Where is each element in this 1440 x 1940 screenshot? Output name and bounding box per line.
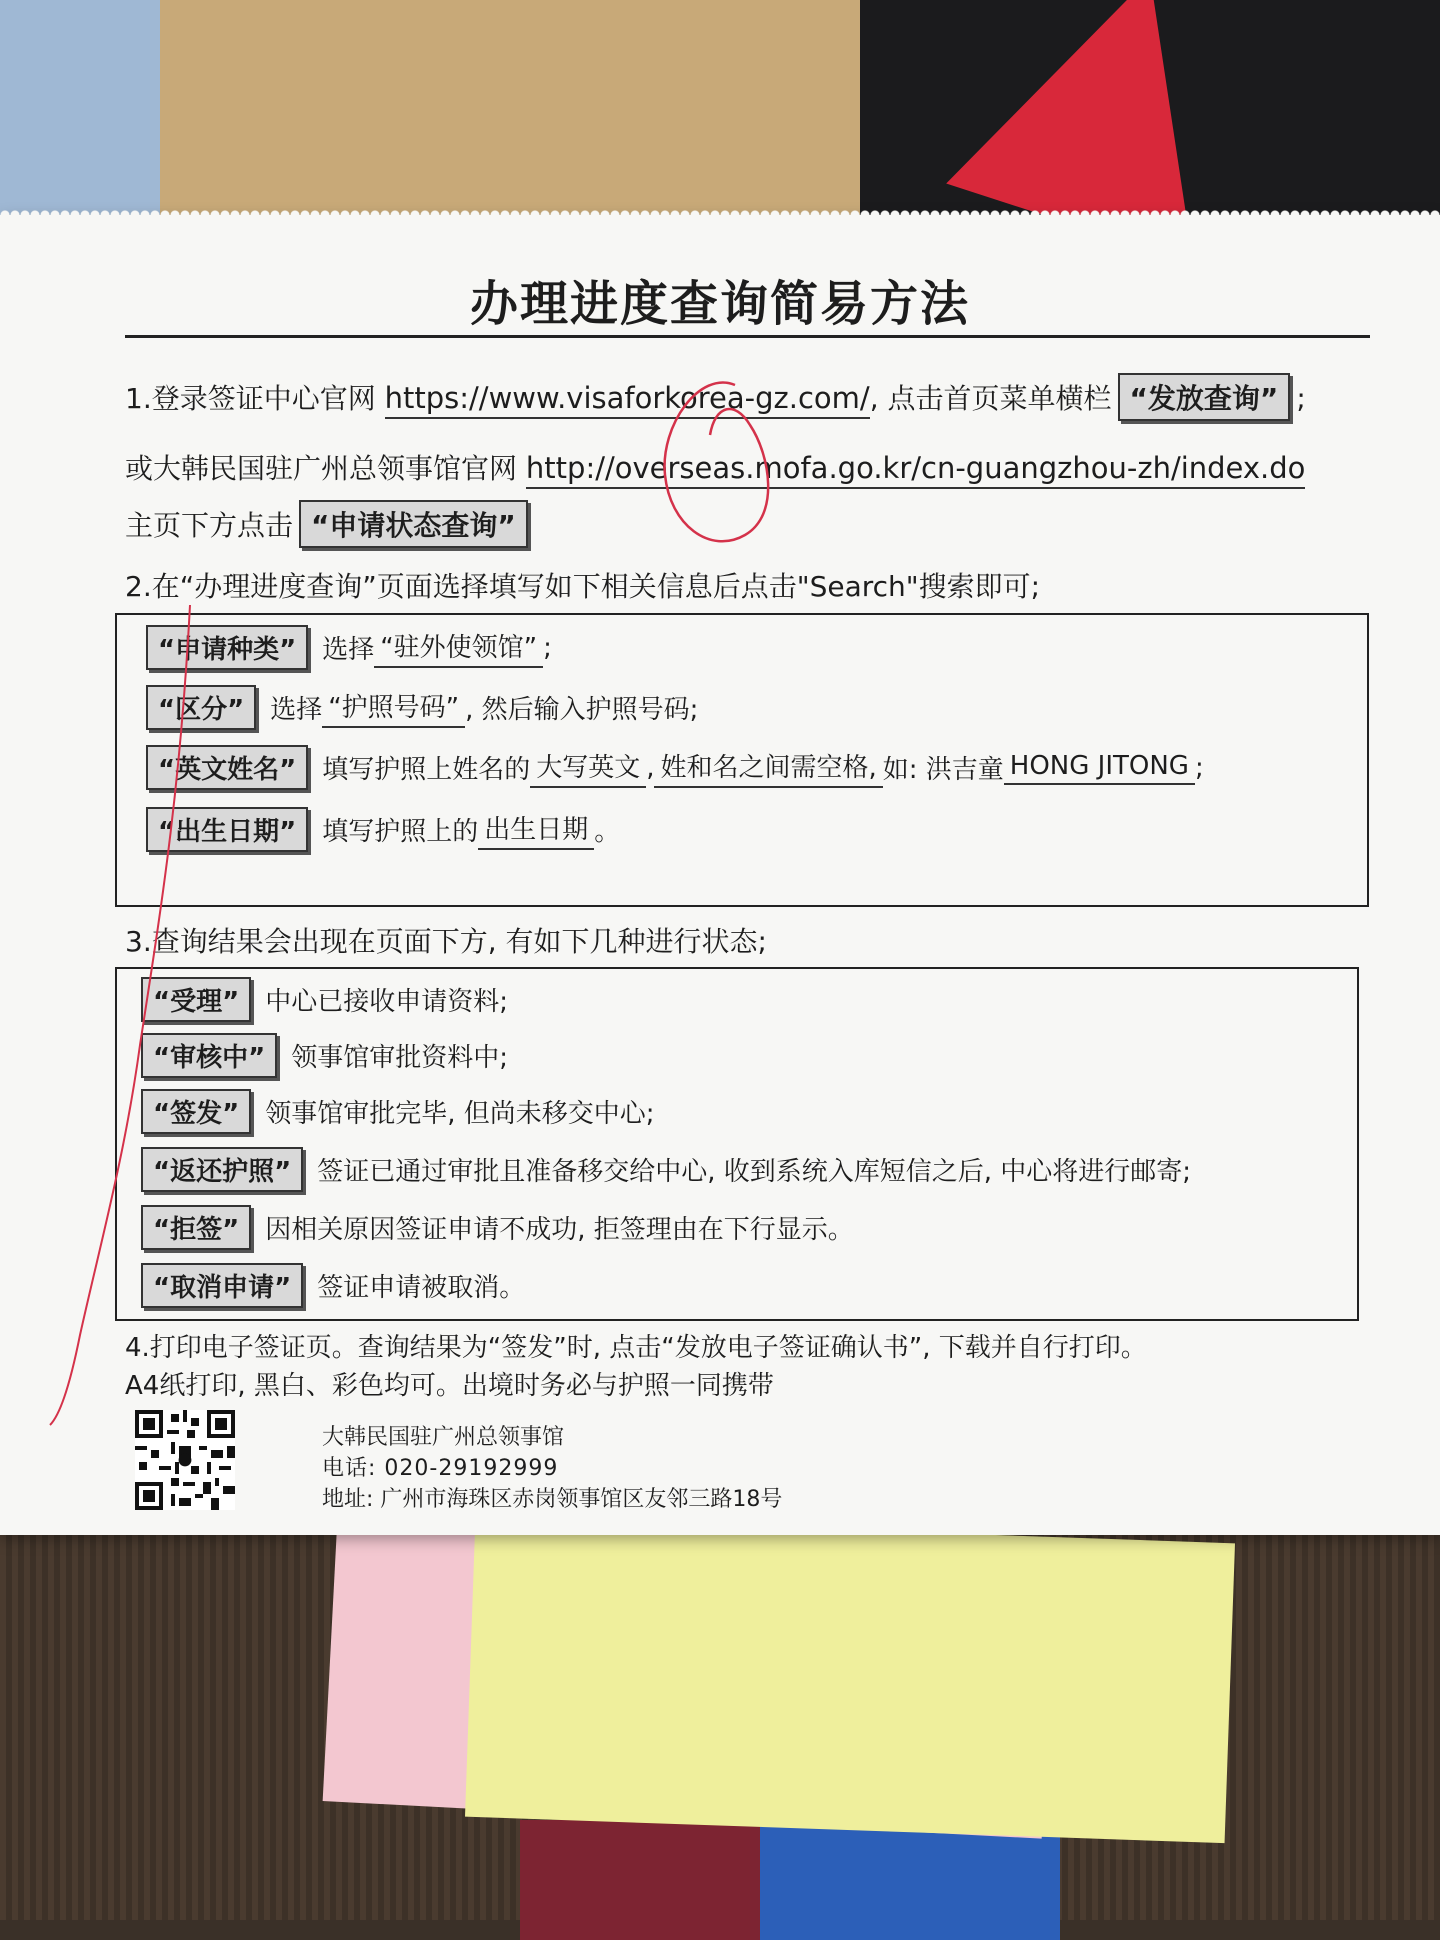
step2-intro: 2.在“办理进度查询”页面选择填写如下相关信息后点击"Search"搜索即可; <box>125 570 1041 603</box>
status-description: 签证已通过审批且准备移交给中心, 收到系统入库短信之后, 中心将进行邮寄; <box>317 1157 1192 1187</box>
tag-issue-query: “发放查询” <box>1118 373 1291 421</box>
title-divider <box>125 335 1370 338</box>
row-text: 填写护照上姓名的 <box>322 755 531 785</box>
row-underline: “驻外使领馆” <box>374 627 543 668</box>
status-row <box>135 977 508 1022</box>
step2-row-category <box>140 685 698 730</box>
row-text: ; <box>1194 752 1204 783</box>
qr-code <box>135 1410 235 1510</box>
background-dark-box <box>860 0 1440 240</box>
status-description: 中心已接收申请资料; <box>265 987 508 1017</box>
step2-row-name <box>140 745 1204 790</box>
step1-end: ; <box>1296 382 1306 415</box>
tag-issued: “签发” <box>141 1089 251 1134</box>
step1-prefix: 1.登录签证中心官网 <box>125 382 376 415</box>
tag-application-status: “申请状态查询” <box>299 500 528 548</box>
background-red-cloth <box>520 1820 780 1940</box>
tag-cancelled: “取消申请” <box>141 1263 303 1308</box>
step2-row-birthdate <box>140 807 620 852</box>
row-underline: HONG JITONG <box>1004 751 1195 785</box>
step3-intro: 3.查询结果会出现在页面下方, 有如下几种进行状态; <box>125 925 767 958</box>
row-text: ; <box>543 632 552 663</box>
status-row <box>135 1089 654 1134</box>
status-description: 因相关原因签证申请不成功, 拒签理由在下行显示。 <box>265 1215 854 1245</box>
tag-under-review: “审核中” <box>141 1033 277 1078</box>
row-underline: 大写英文 <box>530 747 646 788</box>
status-row <box>135 1147 1191 1192</box>
step1-mid: , 点击首页菜单横栏 <box>869 382 1112 415</box>
tag-english-name: “英文姓名” <box>146 745 308 790</box>
tag-accepted: “受理” <box>141 977 251 1022</box>
row-underline: 出生日期 <box>478 809 594 850</box>
row-text: , 然后输入护照号码; <box>465 695 699 725</box>
row-underline: “护照号码” <box>322 687 465 728</box>
tag-category: “区分” <box>146 685 256 730</box>
background-cardboard <box>160 0 880 230</box>
instruction-sheet <box>0 215 1440 1535</box>
document-title: 办理进度查询简易方法 <box>469 276 970 332</box>
tag-birth-date: “出生日期” <box>146 807 308 852</box>
background-yellow-receipt <box>465 1517 1235 1843</box>
row-text: 选择 <box>270 695 323 725</box>
tag-passport-returned: “返还护照” <box>141 1147 303 1192</box>
status-description: 领事馆审批资料中; <box>291 1043 508 1073</box>
row-text: 选择 <box>322 635 375 665</box>
tag-rejected: “拒签” <box>141 1205 251 1250</box>
step2-row-type <box>140 625 552 670</box>
row-text: 。 <box>594 817 621 847</box>
row-text: , <box>646 752 655 783</box>
step1-line3 <box>125 500 534 548</box>
status-row <box>135 1263 525 1308</box>
step1-line3-prefix: 主页下方点击 <box>125 509 294 542</box>
row-text: 如: 洪吉童 <box>882 755 1004 785</box>
tag-application-type: “申请种类” <box>146 625 308 670</box>
step1-line2-prefix: 或大韩民国驻广州总领事馆官网 <box>125 452 518 485</box>
status-description: 签证申请被取消。 <box>317 1273 526 1303</box>
step4-line2: A4纸打印, 黑白、彩色均可。出境时务必与护照一同携带 <box>125 1371 774 1401</box>
status-row <box>135 1205 854 1250</box>
consulate-url[interactable]: http://overseas.mofa.go.kr/cn-guangzhou-zh/index.do <box>526 451 1306 489</box>
step4-line1: 4.打印电子签证页。查询结果为“签发”时, 点击“发放电子签证确认书”, 下载并自行打印。 <box>125 1333 1147 1363</box>
footer-address: 地址: 广州市海珠区赤岗领事馆区友邻三路18号 <box>322 1487 783 1512</box>
status-row <box>135 1033 508 1078</box>
status-description: 领事馆审批完毕, 但尚未移交中心; <box>265 1099 655 1129</box>
visa-center-url[interactable]: https://www.visaforkorea-gz.com/ <box>385 381 870 419</box>
step1-line2 <box>125 447 1305 487</box>
row-text: 填写护照上的 <box>322 817 479 847</box>
footer-consulate-name: 大韩民国驻广州总领事馆 <box>322 1425 565 1450</box>
background-red-logo <box>946 0 1274 240</box>
footer-phone: 电话: 020-29192999 <box>322 1456 559 1481</box>
step1-line1 <box>125 373 1306 421</box>
row-underline: 姓和名之间需空格, <box>654 747 882 788</box>
